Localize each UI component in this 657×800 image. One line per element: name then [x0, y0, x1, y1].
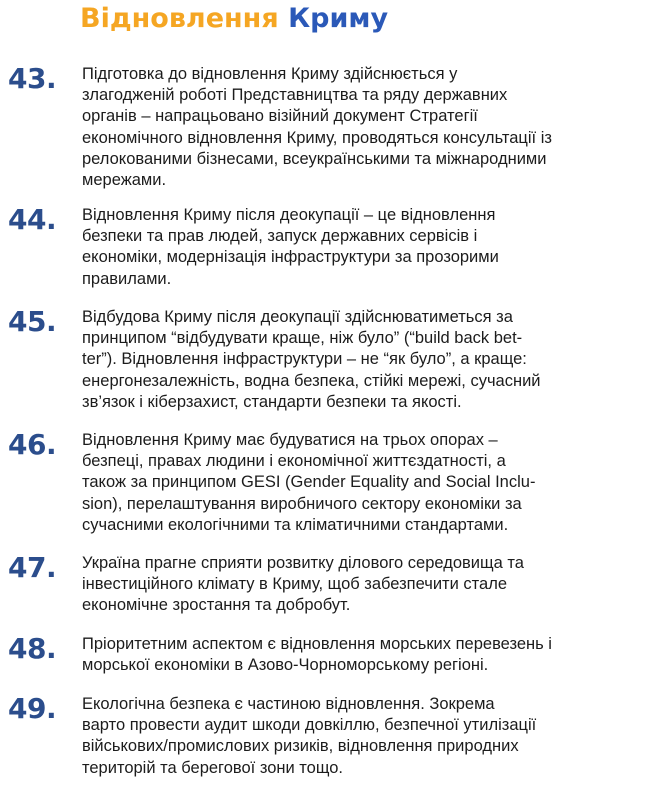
item-text: Відновлення Криму має будуватися на трьох опорах – безпеці, правах людини і економічної життєздатності, а також за принципом GESI (Gender Equality and Social Inclu- sion), перелаштування виробничого сектору економіки за сучасними екологічними та кліматичними стандартами.	[82, 431, 536, 534]
item-number: 43.	[8, 62, 57, 95]
item-text: Відбудова Криму після деокупації здійснюватиметься за принципом “відбудувати краще, ніж було” (“build back bet- ter”). Відновлення інфраструктури – не “як було”, а краще: енергонезалежність, водна безпека, стійкі мережі, сучасний зв’язок і кіберзахист, стандарти безпеки та якості.	[82, 308, 541, 411]
item-number: 45.	[8, 305, 57, 338]
item-text: Підготовка до відновлення Криму здійснюється у злагодженій роботі Представництва та ряду державних органів – напрацьовано візійний документ Стратегії економічного відновлення Криму, проводяться консультації із релокованими бізнесами, всеукраїнськими та міжнародними мережами.	[82, 65, 552, 190]
item-number: 44.	[8, 203, 57, 236]
item-text: Україна прагне сприяти розвитку ділового середовища та інвестиційного клімату в Криму, щоб забезпечити стале економічне зростання та добробут.	[82, 554, 524, 615]
item-number: 48.	[8, 632, 57, 665]
page-title	[80, 2, 388, 36]
item-text: Екологічна безпека є частиною відновлення. Зокрема варто провести аудит шкоди довкіллю, безпечної утилізації військових/промислових ризиків, відновлення природних територій та берегової зони тощо.	[82, 695, 537, 777]
title-part-1: Відновлення	[80, 3, 279, 34]
item-text: Відновлення Криму після деокупації – це відновлення безпеки та прав людей, запуск державних сервісів і економіки, модернізація інфраструктури за прозорими правилами.	[82, 206, 499, 288]
title-part-2: Криму	[288, 3, 389, 34]
item-number: 46.	[8, 428, 57, 461]
item-number: 47.	[8, 551, 57, 584]
item-text: Пріоритетним аспектом є відновлення морських перевезень і морської економіки в Азово-Чорноморському регіоні.	[82, 635, 552, 675]
item-number: 49.	[8, 692, 57, 725]
